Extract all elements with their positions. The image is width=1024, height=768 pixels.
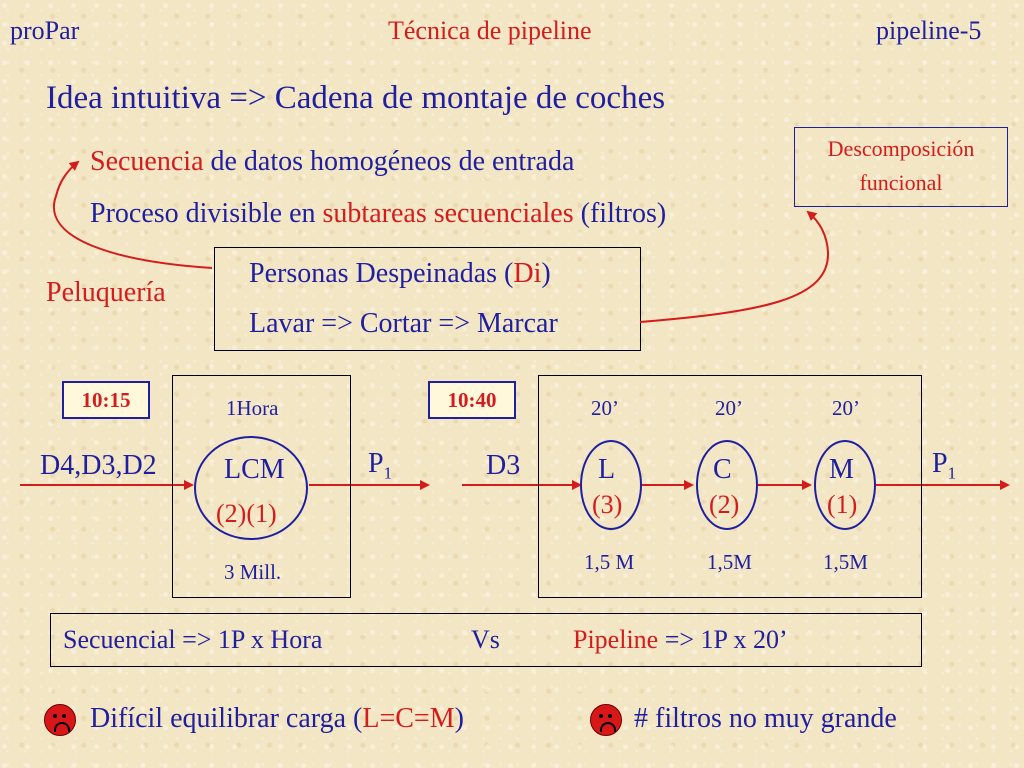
pipe-output-sub: 1 [947, 463, 957, 483]
pipe-time-1: 20’ [591, 396, 619, 420]
stage-m-name: M [829, 454, 854, 485]
bullet-proceso-pre: Proceso divisible en [90, 198, 323, 229]
bullet-proceso-highlight: subtareas secuenciales [322, 198, 574, 229]
sad-face-icon [44, 704, 76, 736]
hairbox-line1-pre: Personas Despeinadas ( [249, 258, 514, 289]
footer-left-hl: L=C=M [362, 703, 455, 734]
bullet-proceso-post: (filtros) [573, 198, 667, 229]
stage-m-cost: 1,5M [823, 550, 868, 574]
pipe-output [932, 448, 956, 484]
header-left: proPar [10, 16, 80, 45]
peluqueria-label: Peluquería [46, 277, 166, 308]
seq-output [368, 448, 392, 484]
sad-face-icon [590, 704, 622, 736]
comparison-right-hl: Pipeline [573, 625, 659, 654]
stage-l-sub: (3) [592, 490, 623, 519]
header-center: Técnica de pipeline [388, 16, 592, 45]
pipe-clock: 10:40 [428, 381, 516, 419]
seq-cost: 3 Mill. [224, 560, 282, 584]
comparison-vs: Vs [471, 625, 500, 654]
stage-c-name: C [713, 454, 732, 485]
callout-line1: Descomposición [827, 136, 975, 161]
bullet-secuencia-text: de datos homogéneos de entrada [203, 146, 575, 177]
header-right: pipeline-5 [876, 16, 982, 45]
page-title: Idea intuitiva => Cadena de montaje de coches [46, 80, 666, 116]
stage-c-cost: 1,5M [707, 550, 752, 574]
footer-left [90, 703, 464, 735]
callout-line2: funcional [859, 170, 943, 195]
seq-output-label: P [368, 448, 384, 479]
hairbox-line1-hl: Di [513, 258, 542, 289]
pipe-time-2: 20’ [715, 396, 743, 420]
footer-right: # filtros no muy grande [634, 703, 897, 734]
stage-l-name: L [598, 454, 616, 485]
comparison-right-rest: => 1P x 20’ [658, 625, 788, 654]
footer-left-post: ) [454, 703, 464, 734]
hairbox-line2: Lavar => Cortar => Marcar [249, 308, 558, 339]
stage-l-cost: 1,5 M [584, 550, 635, 574]
curve-arrow-left [54, 162, 212, 268]
comparison-right [573, 625, 788, 655]
footer-left-pre: Difícil equilibrar carga ( [90, 703, 363, 734]
comparison-left: Secuencial => 1P x Hora [63, 625, 323, 654]
pipe-input: D3 [486, 450, 521, 481]
stage-c-sub: (2) [709, 490, 740, 519]
seq-process: LCM [224, 454, 285, 485]
seq-clock: 10:15 [62, 381, 150, 419]
pipe-output-label: P [932, 448, 948, 479]
bullet-secuencia-highlight: Secuencia [90, 146, 204, 177]
curve-arrow-right [640, 212, 828, 322]
seq-output-sub: 1 [383, 463, 393, 483]
stage-m-sub: (1) [827, 490, 858, 519]
hairbox-line1-post: ) [541, 258, 551, 289]
pipe-time-3: 20’ [832, 396, 860, 420]
seq-process-sub: (2)(1) [216, 499, 277, 528]
seq-inputs: D4,D3,D2 [40, 450, 157, 481]
seq-duration: 1Hora [226, 396, 279, 420]
comparison-box [50, 613, 922, 667]
